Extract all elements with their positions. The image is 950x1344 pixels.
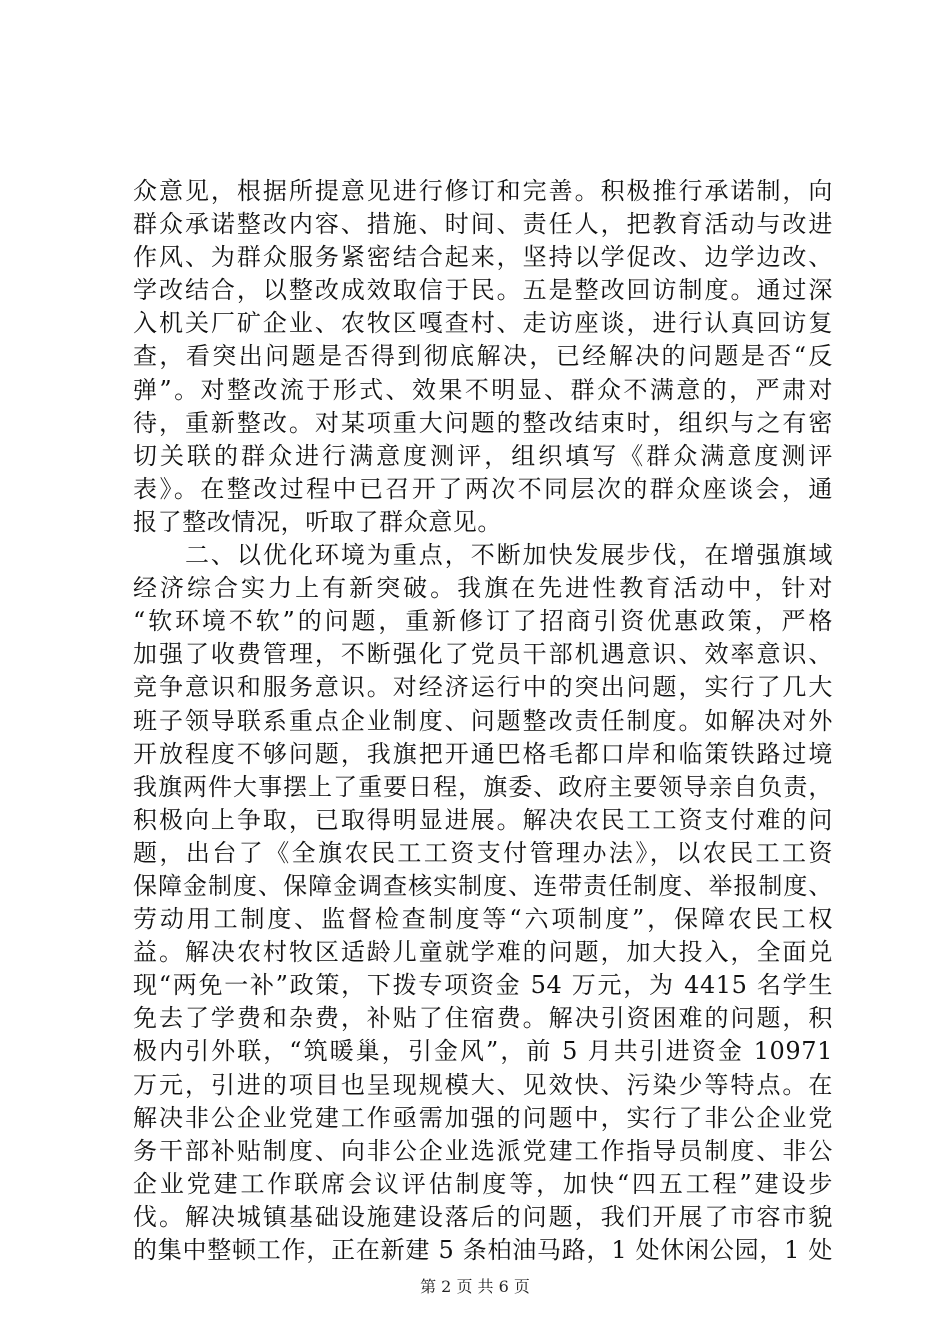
text-line: 查，看突出问题是否得到彻底解决，已经解决的问题是否“反 xyxy=(133,342,833,371)
text-line: 学改结合，以整改成效取信于民。五是整改回访制度。通过深 xyxy=(133,276,833,305)
text-line: 二、以优化环境为重点，不断加快发展步伐，在增强旗域 xyxy=(133,541,833,570)
text-line: 待，重新整改。对某项重大问题的整改结束时，组织与之有密 xyxy=(133,408,833,437)
text-line: 班子领导联系重点企业制度、问题整改责任制度。如解决对外 xyxy=(133,706,833,735)
text-line: 作风、为群众服务紧密结合起来，坚持以学促改、边学边改、 xyxy=(133,243,833,272)
text-line: 我旗两件大事摆上了重要日程，旗委、政府主要领导亲自负责， xyxy=(133,772,833,801)
document-body xyxy=(133,175,833,1267)
text-line: 经济综合实力上有新突破。我旗在先进性教育活动中，针对 xyxy=(133,574,833,603)
text-line: 劳动用工制度、监督检查制度等“六项制度”，保障农民工权 xyxy=(133,905,833,934)
text-line: 众意见，根据所提意见进行修订和完善。积极推行承诺制，向 xyxy=(133,177,833,205)
text-line: 保障金制度、保障金调查核实制度、连带责任制度、举报制度、 xyxy=(133,871,833,900)
text-line: 表》。在整改过程中已召开了两次不同层次的群众座谈会，通 xyxy=(133,474,833,503)
text-line: 务干部补贴制度、向非公企业选派党建工作指导员制度、非公 xyxy=(133,1136,833,1165)
text-line: 切关联的群众进行满意度测评，组织填写《群众满意度测评 xyxy=(133,441,833,470)
text-line: 弹”。对整改流于形式、效果不明显、群众不满意的，严肃对 xyxy=(133,375,833,404)
text-line: 群众承诺整改内容、措施、时间、责任人，把教育活动与改进 xyxy=(133,210,833,239)
text-line: 万元，引进的项目也呈现规模大、见效快、污染少等特点。在 xyxy=(133,1070,833,1099)
text-line: 企业党建工作联席会议评估制度等，加快“四五工程”建设步 xyxy=(133,1169,833,1198)
text-line: 解决非公企业党建工作亟需加强的问题中，实行了非公企业党 xyxy=(133,1103,833,1132)
text-line: 极内引外联，“筑暖巢，引金风”，前 5 月共引进资金 10971 xyxy=(133,1037,833,1066)
text-line: 益。解决农村牧区适龄儿童就学难的问题，加大投入，全面兑 xyxy=(133,938,833,967)
text-line: 免去了学费和杂费，补贴了住宿费。解决引资困难的问题，积 xyxy=(133,1004,833,1033)
page-footer: 第 2 页 共 6 页 xyxy=(420,1277,530,1296)
text-line: 竞争意识和服务意识。对经济运行中的突出问题，实行了几大 xyxy=(133,673,833,702)
text-line: 现“两免一补”政策，下拨专项资金 54 万元，为 4415 名学生 xyxy=(133,971,833,1000)
text-line: 伐。解决城镇基础设施建设落后的问题，我们开展了市容市貌 xyxy=(133,1202,833,1231)
text-line: 开放程度不够问题，我旗把开通巴格毛都口岸和临策铁路过境 xyxy=(133,739,833,768)
text-line: “软环境不软”的问题，重新修订了招商引资优惠政策，严格 xyxy=(133,607,833,636)
text-line: 题，出台了《全旗农民工工资支付管理办法》，以农民工工资 xyxy=(133,838,833,867)
text-line: 入机关厂矿企业、农牧区嘎查村、走访座谈，进行认真回访复 xyxy=(133,309,833,338)
text-line: 加强了收费管理，不断强化了党员干部机遇意识、效率意识、 xyxy=(133,640,833,669)
text-line: 的集中整顿工作，正在新建 5 条柏油马路，1 处休闲公园，1 处 xyxy=(133,1236,833,1264)
text-line: 报了整改情况，听取了群众意见。 xyxy=(133,507,502,536)
text-line: 积极向上争取，已取得明显进展。解决农民工工资支付难的问 xyxy=(133,805,833,834)
